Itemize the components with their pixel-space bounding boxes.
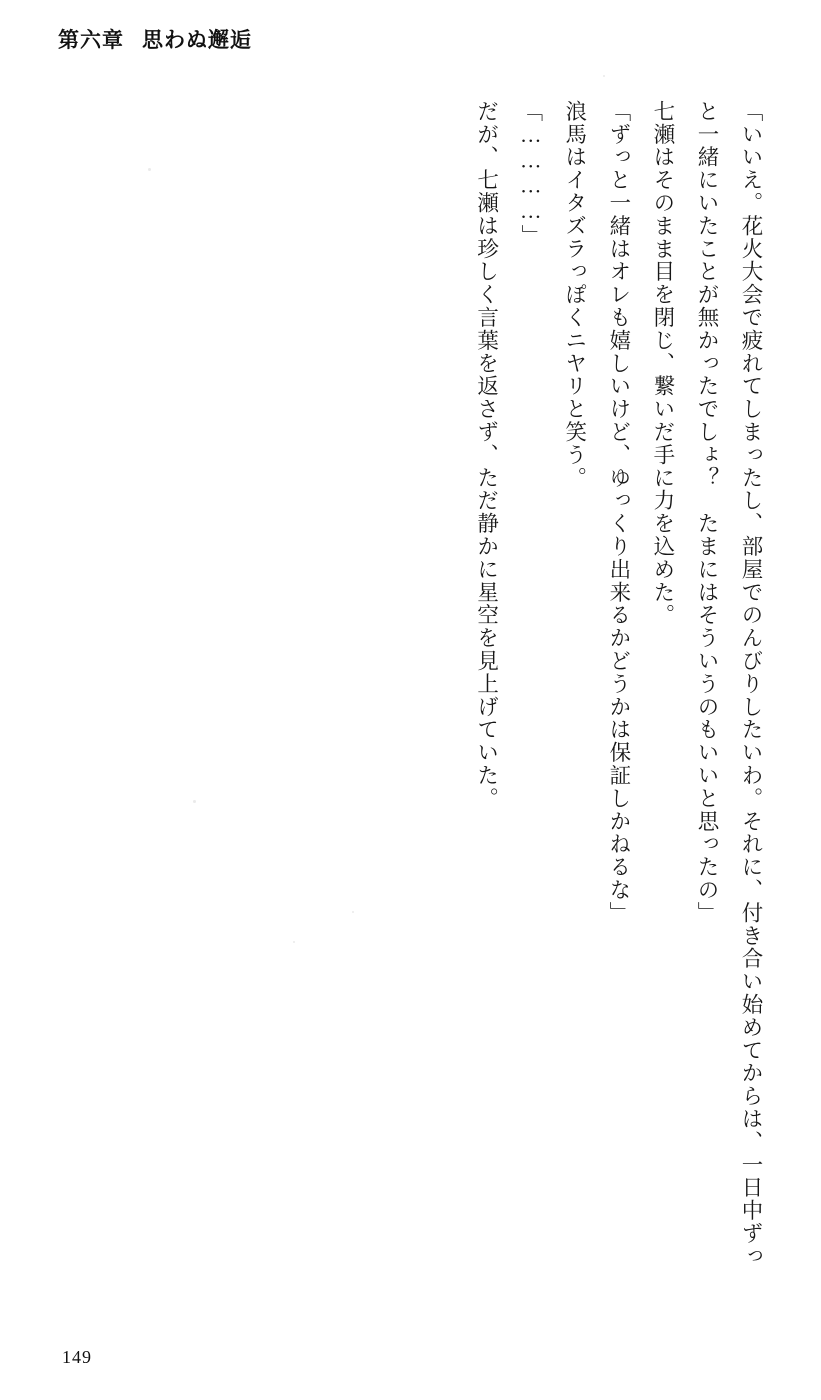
chapter-running-head [58, 24, 252, 54]
paper-speck [193, 800, 196, 803]
chapter-number: 第六章 [58, 28, 124, 52]
chapter-title: 思わぬ邂逅 [142, 28, 252, 52]
paper-speck [603, 75, 605, 77]
paper-speck [293, 941, 295, 943]
paper-speck [352, 911, 354, 913]
paragraph: 「ずっと一緒はオレも嬉しいけど、ゆっくり出来るかどうかは保証しかねるな」 [606, 100, 631, 925]
paragraph: だが、七瀬は珍しく言葉を返さず、ただ静かに星空を見上げていた。 [474, 100, 499, 810]
paragraph: 七瀬はそのまま目を閉じ、繋いだ手に力を込めた。 [650, 100, 675, 627]
paragraph: 「…………」 [518, 100, 543, 248]
page-body-text [465, 100, 773, 1290]
page-number: 149 [62, 1347, 92, 1367]
paragraph: 「いいえ。花火大会で疲れてしまったし、部屋でのんびりしたいわ。それに、付き合い始めてからは、一日中ずっと一緒にいたことが無かったでしょ？ たまにはそういうのもいいと思ったの」 [694, 100, 763, 1268]
paragraph: 浪馬はイタズラっぽくニヤリと笑う。 [562, 100, 587, 490]
paper-speck [148, 168, 151, 171]
